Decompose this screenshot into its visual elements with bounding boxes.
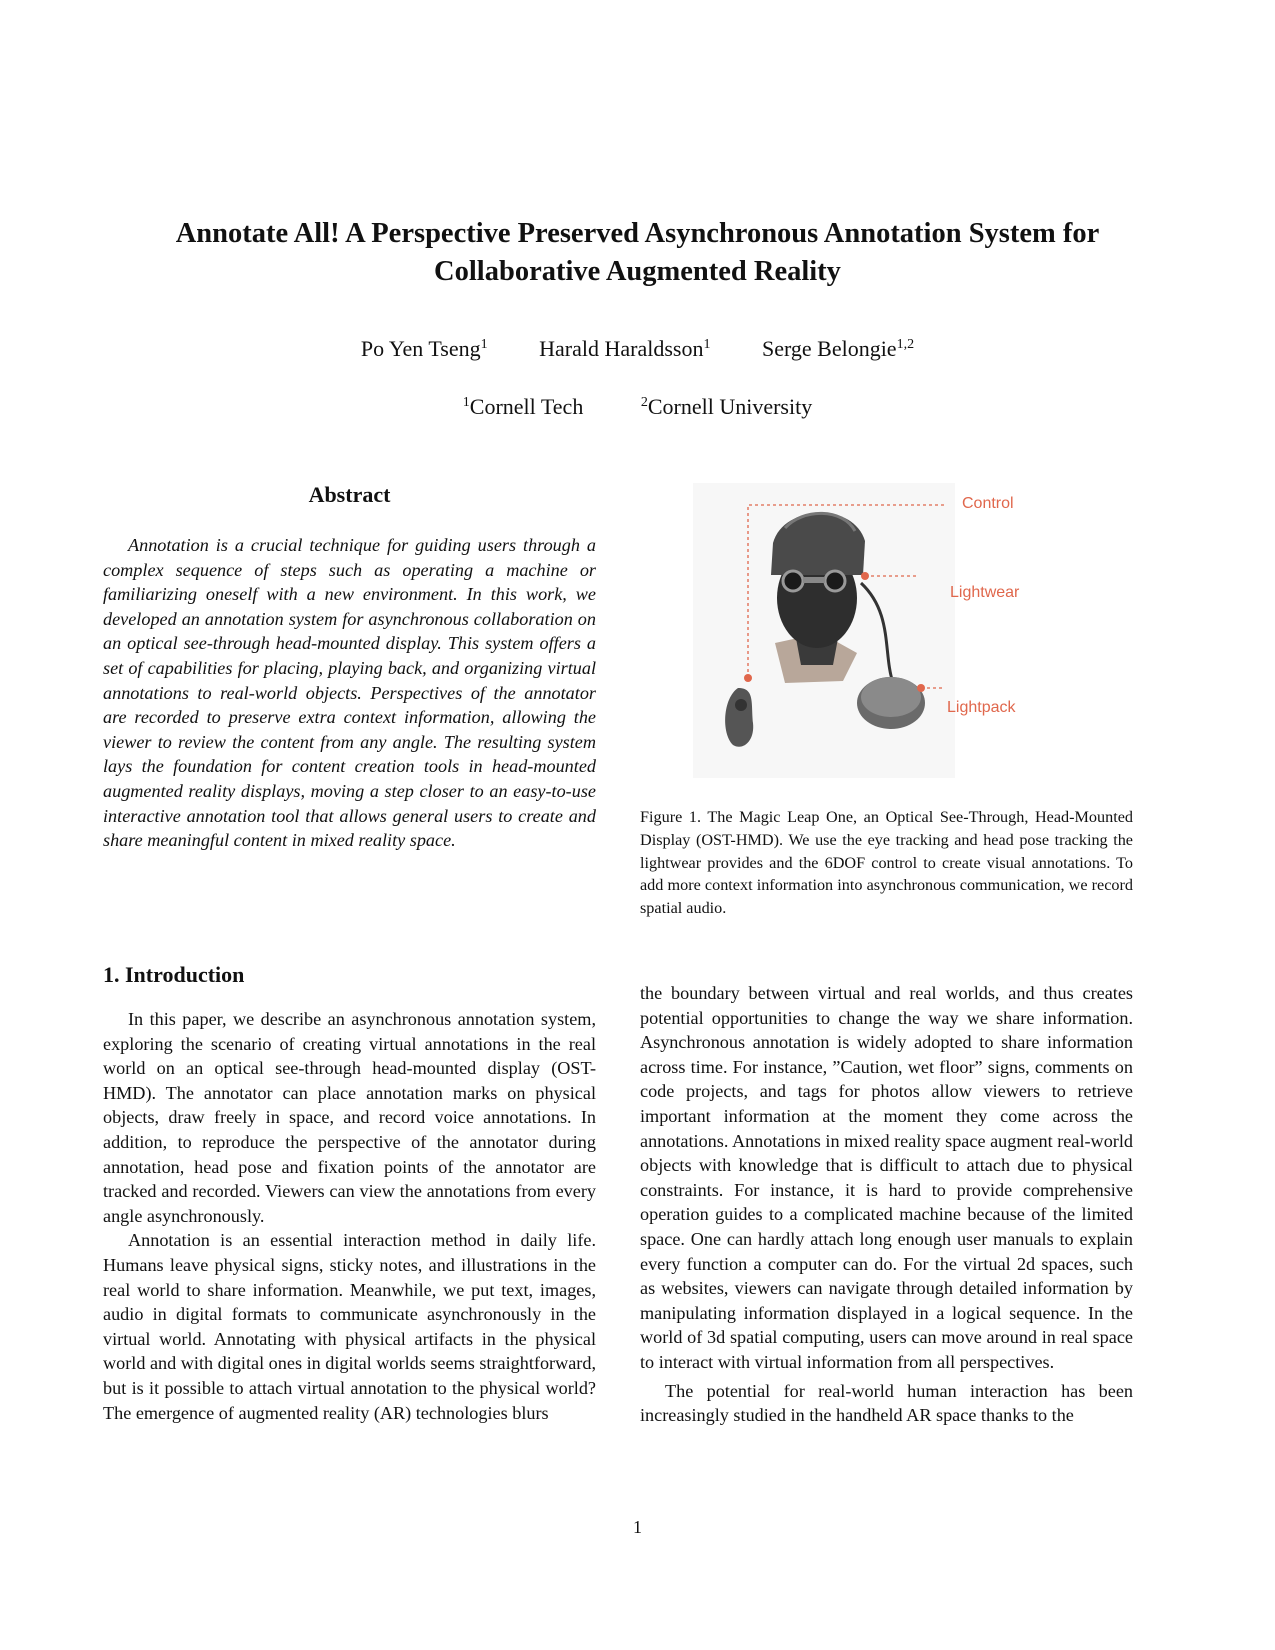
paper-title bbox=[100, 215, 1175, 291]
title-line-1: Annotate All! A Perspective Preserved Asynchronous Annotation System for bbox=[175, 218, 1100, 249]
magic-leap-illustration bbox=[693, 483, 955, 778]
figure-label-control: Control bbox=[962, 495, 1014, 512]
figure-label-lightwear: Lightwear bbox=[950, 584, 1020, 601]
title-line-2: Collaborative Augmented Reality bbox=[434, 256, 841, 287]
introduction-left-column bbox=[103, 1007, 596, 1425]
paragraph: The potential for real-world human interaction has been increasingly studied in the handheld AR space thanks to the bbox=[640, 1380, 1133, 1426]
lightpack-top bbox=[861, 677, 921, 717]
lightpack-cable bbox=[861, 583, 893, 683]
abstract-heading: Abstract bbox=[308, 482, 391, 507]
introduction-heading: 1. Introduction bbox=[103, 962, 245, 987]
abstract-text: Annotation is a crucial technique for guiding users through a complex sequence of steps such as operating a machine or familiarizing oneself with a new environment. In this work, we developed an annotation system for asynchronous collaboration on an optical see-through head-mounted display. This system offers a set of capabilities for placing, playing back, and organizing virtual annotations to real-world objects. Perspectives of the annotator are recorded to preserve extra context information, allowing the viewer to review the content from any angle. The resulting system lays the foundation for content creation tools in head-mounted augmented reality displays, moving a step closer to an easy-to-use interactive annotation tool that allows general users to create and share meaningful content in mixed reality space. bbox=[103, 535, 596, 851]
author-list bbox=[0, 336, 1275, 362]
figure-1 bbox=[693, 483, 955, 778]
paragraph: the boundary between virtual and real worlds, and thus creates potential opportunities to change the way we share information. Asynchronous annotation is widely adopted to share information across time. For instance, ”Caution, wet floor” signs, comments on code projects, and tags for photos allow viewers to retrieve important information at the moment they come across the annotations. Annotations in mixed reality space augment real-world objects with knowledge that is difficult to attach due to physical constraints. For instance, it is hard to provide comprehensive operation guides to a complicated machine because of the limited space. One can hardly attach long enough user manuals to explain every function a computer can do. For the virtual 2d spaces, such as websites, viewers can navigate through detailed information by manipulating information displayed in a logical sequence. In the world of 3d spatial computing, users can move around in real space to interact with virtual information from all perspectives. bbox=[640, 983, 1133, 1372]
right-lens bbox=[825, 571, 845, 591]
affiliation-list bbox=[0, 394, 1275, 420]
lightwear-band bbox=[771, 513, 865, 575]
control-touchpad bbox=[735, 699, 747, 711]
introduction-right-column bbox=[640, 981, 1133, 1428]
affiliation: $^1$Cornell Tech bbox=[462, 394, 584, 419]
abstract-body bbox=[103, 533, 596, 853]
left-lens bbox=[783, 571, 803, 591]
paragraph: In this paper, we describe an asynchronous annotation system, exploring the scenario of creating virtual annotations in the real world on an optical see-through head-mounted display (OST-HMD). The annotator can place annotation marks on physical objects, draw freely in space, and record voice annotations. In addition, to reproduce the perspective of the annotator during annotation, head pose and fixation points of the annotator are tracked and recorded. Viewers can view the annotations from every angle asynchronously. bbox=[103, 1009, 596, 1226]
lightpack-dot bbox=[917, 684, 925, 692]
page-number: 1 bbox=[633, 1517, 642, 1537]
control-device bbox=[725, 688, 753, 747]
paragraph: Annotation is an essential interaction method in daily life. Humans leave physical signs, sticky notes, and illustrations in the real world to share information. Meanwhile, we put text, images, audio in digital formats to communicate asynchronously in the virtual world. Annotating with physical artifacts in the physical world and with digital ones in digital worlds seems straightforward, but is it possible to attach virtual annotation to the physical world? The emergence of augmented reality (AR) technologies blurs bbox=[103, 1230, 596, 1423]
author: Po Yen Tseng$^1$ bbox=[360, 336, 488, 361]
figure-label-lightpack: Lightpack bbox=[947, 699, 1016, 716]
lens-bridge bbox=[803, 577, 825, 583]
figure-1-caption: Figure 1. The Magic Leap One, an Optical See-Through, Head-Mounted Display (OST-HMD). We use the eye tracking and head pose tracking the lightwear provides and the 6DOF control to create visual annotations. To add more context information into asynchronous communication, we record spatial audio. bbox=[640, 808, 1133, 918]
author: Harald Haraldsson$^1$ bbox=[539, 336, 711, 361]
lightwear-dot bbox=[861, 572, 869, 580]
control-dot bbox=[744, 674, 752, 682]
author: Serge Belongie$^{1,2}$ bbox=[761, 336, 915, 361]
affiliation: $^2$Cornell University bbox=[640, 394, 813, 419]
